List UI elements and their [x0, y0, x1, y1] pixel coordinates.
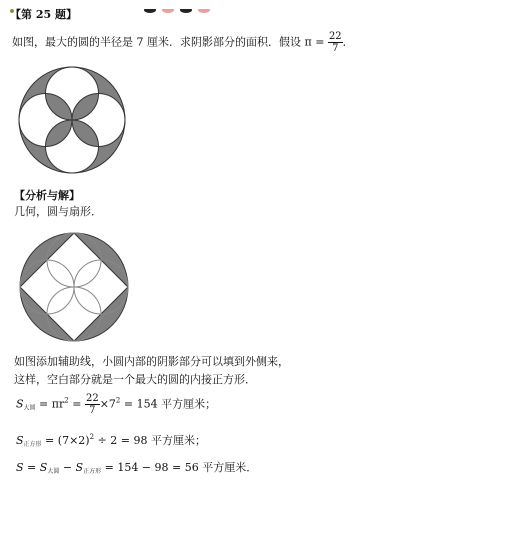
problem-statement [12, 31, 354, 54]
f1-numerator: 22 [85, 393, 99, 404]
four-circles-diagram [16, 64, 128, 176]
pi-numerator: 22 [328, 31, 342, 42]
pi-denominator: 7 [332, 43, 339, 54]
f3-result: = 154 − 98 = 56 平方厘米． [101, 461, 258, 474]
figure-solution [17, 230, 131, 348]
f3-minus: − [59, 461, 76, 474]
analysis-header: 【分析与解】 [14, 189, 80, 202]
f1-symbol: S [16, 397, 24, 411]
f1-result: = 154 平方厘米； [120, 397, 217, 411]
f2-symbol: S [16, 434, 24, 447]
formula-big-circle [16, 393, 216, 416]
problem-header: 【第 25 题】 [10, 8, 77, 21]
f1-rest-sup: 2 [115, 396, 121, 405]
f2-mid: = (7×2) [41, 434, 90, 447]
f3-subscript-2: 大圆 [47, 468, 60, 475]
formula-shaded [16, 461, 257, 479]
analysis-topic: 几何，圆与扇形． [14, 205, 102, 218]
f1-denominator: 7 [89, 405, 96, 416]
formula-square [16, 430, 206, 452]
top-decoration [10, 0, 240, 6]
f1-rest: ×7 [99, 397, 116, 411]
f2-result: ÷ 2 = 98 平方厘米； [94, 434, 206, 447]
figure-problem [16, 64, 128, 180]
f2-sup: 2 [89, 433, 95, 441]
f1-sup: 2 [64, 396, 69, 405]
f3-eq: = [23, 461, 40, 474]
f1-fraction [85, 393, 100, 416]
f3-subscript-3: 正方形 [83, 468, 102, 475]
f1-subscript: 大圆 [23, 404, 36, 412]
statement-end: ． [342, 35, 354, 49]
f2-subscript: 正方形 [23, 441, 42, 448]
f3-symbol-2: S [39, 461, 48, 474]
f1-eq: = [68, 397, 85, 411]
explanation-line-1: 如图添加辅助线，小圆内部的阴影部分可以填到外侧来， [14, 355, 289, 368]
explanation-line-2: 这样，空白部分就是一个最大的圆的内接正方形． [14, 373, 256, 386]
f3-symbol-3: S [75, 461, 84, 474]
f3-symbol: S [16, 461, 24, 474]
pi-fraction [328, 31, 343, 54]
statement-text: 如图，最大的圆的半径是 7 厘米．求阴影部分的面积．假设 π = [12, 35, 325, 49]
inscribed-square-diagram [17, 230, 131, 344]
f1-mid: = πr [35, 397, 65, 411]
